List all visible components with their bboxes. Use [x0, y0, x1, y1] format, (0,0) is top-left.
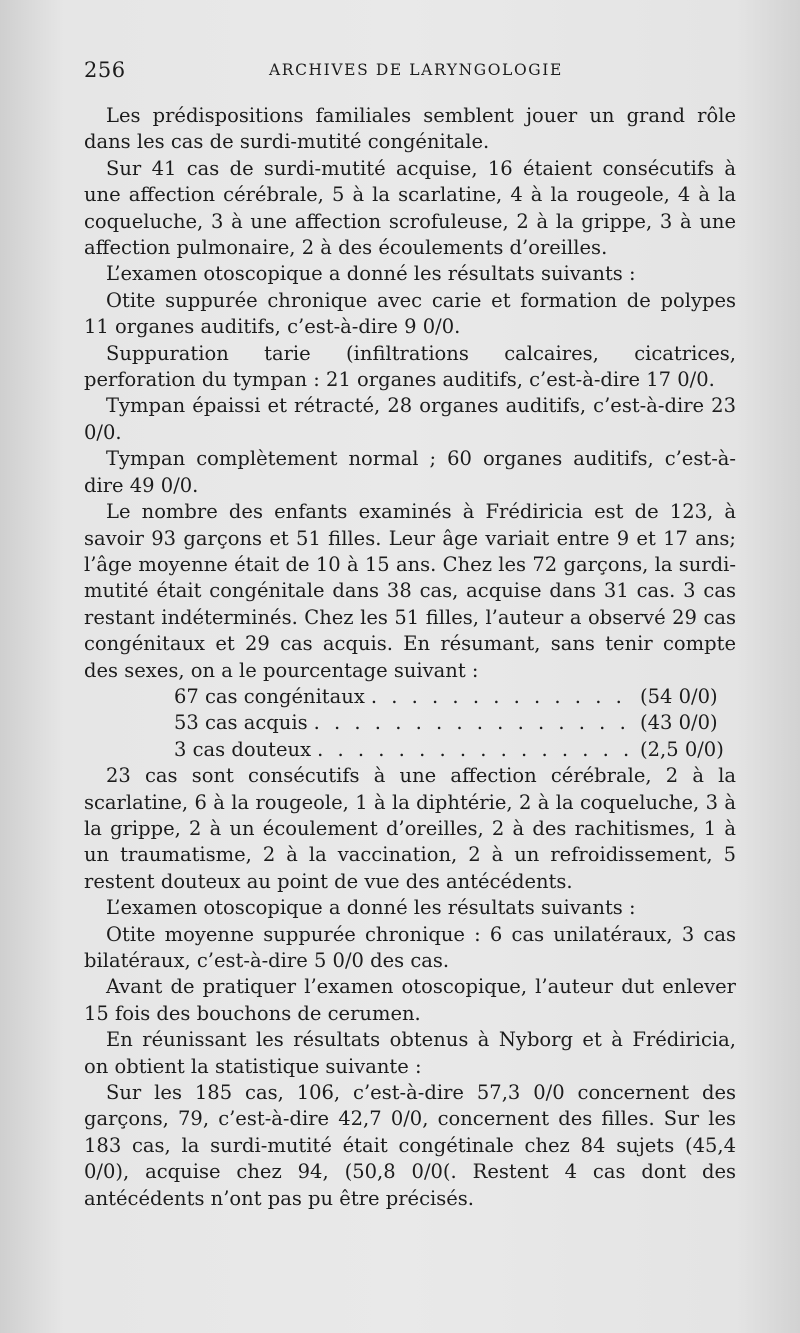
dot-leader	[371, 684, 634, 710]
paragraph: Les prédispositions familiales semblent jouer un grand rôle dans les cas de surdi-mutité congénitale.	[84, 104, 736, 154]
paragraph: Tympan complètement normal ; 60 organes auditifs, c’est-à-dire 49 0/0.	[84, 447, 736, 497]
paragraph: Tympan épaissi et rétracté, 28 organes auditifs, c’est-à-dire 23 0/0.	[84, 394, 736, 444]
paragraph: Sur 41 cas de surdi-mutité acquise, 16 étaient consécutifs à une affection cérébrale, 5 à la scarlatine, 4 à la rougeole, 4 à la coqueluche, 3 à une affection scrofuleuse, 2 à la grippe, 3 à une affection pulmonaire, 2 à des écoulements d’oreilles.	[84, 156, 736, 260]
stat-label: 3 cas douteux	[174, 737, 312, 761]
stat-value: (2,5 0/0)	[640, 737, 724, 761]
paragraph: En réunissant les résultats obtenus à Nyborg et à Frédiricia, on obtient la statistique suivante :	[84, 1028, 736, 1078]
dot-leader	[314, 710, 634, 736]
stat-label: 67 cas congénitaux	[174, 684, 365, 708]
paragraph: Avant de pratiquer l’examen otoscopique, l’auteur dut enlever 15 fois des bouchons de cerumen.	[84, 975, 736, 1025]
paragraph: Sur les 185 cas, 106, c’est-à-dire 57,3 0/0 concernent des garçons, 79, c’est-à-dire 42,7 0/0, concernent des filles. Sur les 183 cas, la surdi-mutité était congétinale chez 84 sujets (45,4 0/0), acquise chez 94, (50,8 0/0(. Restent 4 cas dont des antécédents n’ont pas pu être précisés.	[84, 1081, 736, 1210]
stat-row	[174, 684, 736, 710]
stat-value: (43 0/0)	[640, 711, 718, 735]
stat-row	[174, 737, 736, 763]
dot-leader	[317, 737, 634, 763]
page-header	[84, 58, 734, 88]
paragraph: Otite moyenne suppurée chronique : 6 cas unilatéraux, 3 cas bilatéraux, c’est-à-dire 5 0/0 des cas.	[84, 922, 736, 972]
paragraph: Le nombre des enfants examinés à Frédiricia est de 123, à savoir 93 garçons et 51 filles. Leur âge variait entre 9 et 17 ans; l’âge moyenne était de 10 à 15 ans. Chez les 72 garçons, la surdi-mutité était congénitale dans 38 cas, acquise dans 31 cas. 3 cas restant indéterminés. Chez les 51 filles, l’auteur a observé 29 cas congénitaux et 29 cas acquis. En résumant, sans tenir compte des sexes, on a le pourcentage suivant :	[84, 500, 736, 682]
paragraph: Otite suppurée chronique avec carie et formation de polypes 11 organes auditifs, c’est-à-dire 9 0/0.	[84, 288, 736, 339]
paragraph: 23 cas sont consécutifs à une affection cérébrale, 2 à la scarlatine, 6 à la rougeole, 1 à la diphtérie, 2 à la coqueluche, 3 à la grippe, 2 à un écoulement d’oreilles, 2 à des rachitismes, 1 à un traumatisme, 2 à la vaccination, 2 à un refroidissement, 5 restent douteux au point de vue des antécédents.	[84, 764, 736, 893]
stat-value: (54 0/0)	[640, 684, 718, 708]
stat-row	[174, 710, 736, 736]
body-text	[84, 103, 736, 1212]
paragraph: L’examen otoscopique a donné les résultats suivants :	[106, 262, 636, 286]
paragraph: L’examen otoscopique a donné les résultats suivants :	[106, 896, 636, 920]
stat-label: 53 cas acquis	[174, 711, 308, 735]
running-title: ARCHIVES DE LARYNGOLOGIE	[269, 61, 563, 79]
page-number: 256	[84, 58, 126, 82]
paragraph: Suppuration tarie (infiltrations calcaires, cicatrices, perforation du tympan : 21 organes auditifs, c’est-à-dire 17 0/0.	[84, 341, 736, 392]
